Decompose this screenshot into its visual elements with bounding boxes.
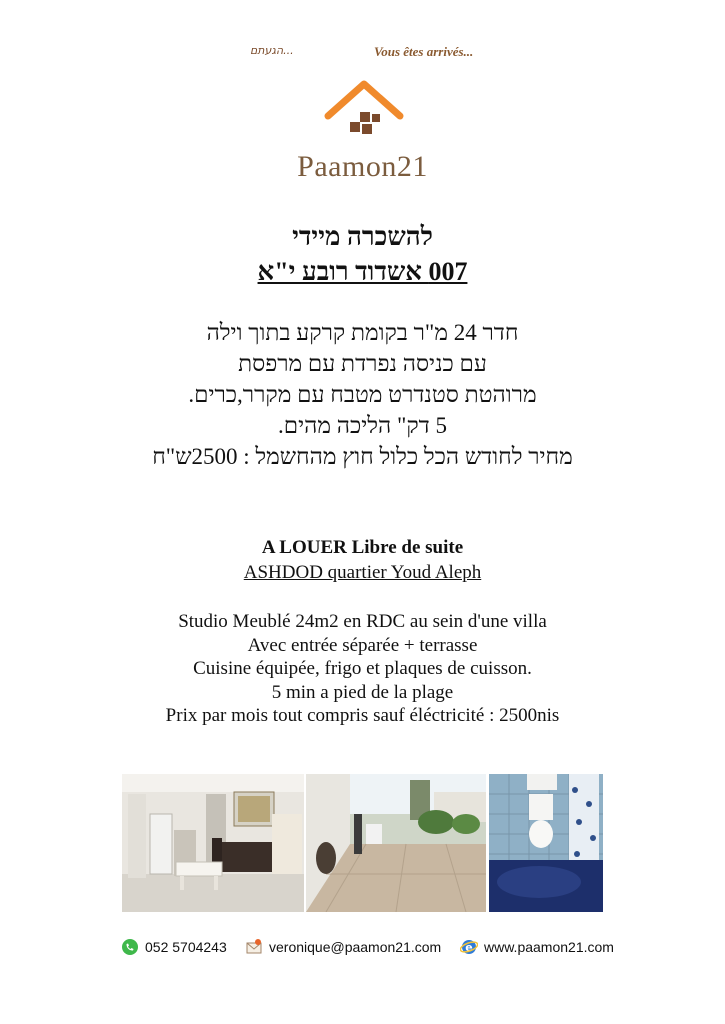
tagline-french: Vous êtes arrivés...: [374, 44, 474, 59]
hebrew-line: עם כניסה נפרדת עם מרפסת: [238, 351, 487, 376]
contact-phone[interactable]: [121, 934, 227, 960]
french-description: [0, 610, 725, 728]
phone-number: 052 5704243: [145, 939, 227, 955]
hebrew-line: מחיר לחודש הכל כלול חוץ מהחשמל : 2500ש"ח: [152, 444, 573, 469]
french-line: 5 min a pied de la plage: [271, 681, 454, 703]
french-subtitle: ASHDOD quartier Youd Aleph: [243, 562, 482, 583]
hebrew-description: [0, 317, 725, 472]
svg-text:e: e: [465, 941, 473, 954]
website-url: www.paamon21.com: [484, 939, 614, 955]
brand-name: Paamon21: [297, 150, 428, 183]
photo-terrace: [306, 774, 486, 912]
hebrew-line: חדר 24 מ"ר בקומת קרקע בתוך וילה: [206, 320, 519, 345]
hebrew-line: מרוהטת סטנדרט מטבח עם מקרר,כרים.: [188, 382, 537, 407]
whatsapp-icon: [121, 938, 139, 956]
hebrew-title: להשכרה מיידי: [292, 222, 433, 251]
contact-website[interactable]: [460, 934, 614, 960]
tagline-hebrew: הגעתם...: [250, 44, 294, 57]
envelope-icon: [245, 938, 263, 956]
french-line: Cuisine équipée, frigo et plaques de cuisson.: [193, 658, 532, 679]
french-title: A LOUER Libre de suite: [261, 537, 464, 558]
french-line: Avec entrée séparée + terrasse: [247, 634, 478, 656]
photo-bathroom: [489, 774, 603, 912]
contact-email[interactable]: [245, 934, 441, 960]
french-line: Studio Meublé 24m2 en RDC au sein d'une villa: [178, 611, 547, 632]
hebrew-subtitle: 007 אשדוד רובע י"א: [257, 257, 468, 286]
hebrew-line: 5 דק" הליכה מהים.: [278, 413, 447, 438]
email-address: veronique@paamon21.com: [269, 939, 442, 955]
browser-icon: [460, 938, 478, 956]
french-line: Prix par mois tout compris sauf éléctricité : 2500nis: [165, 705, 560, 726]
photo-living-room: [122, 774, 304, 912]
house-roof-icon: [322, 78, 406, 148]
